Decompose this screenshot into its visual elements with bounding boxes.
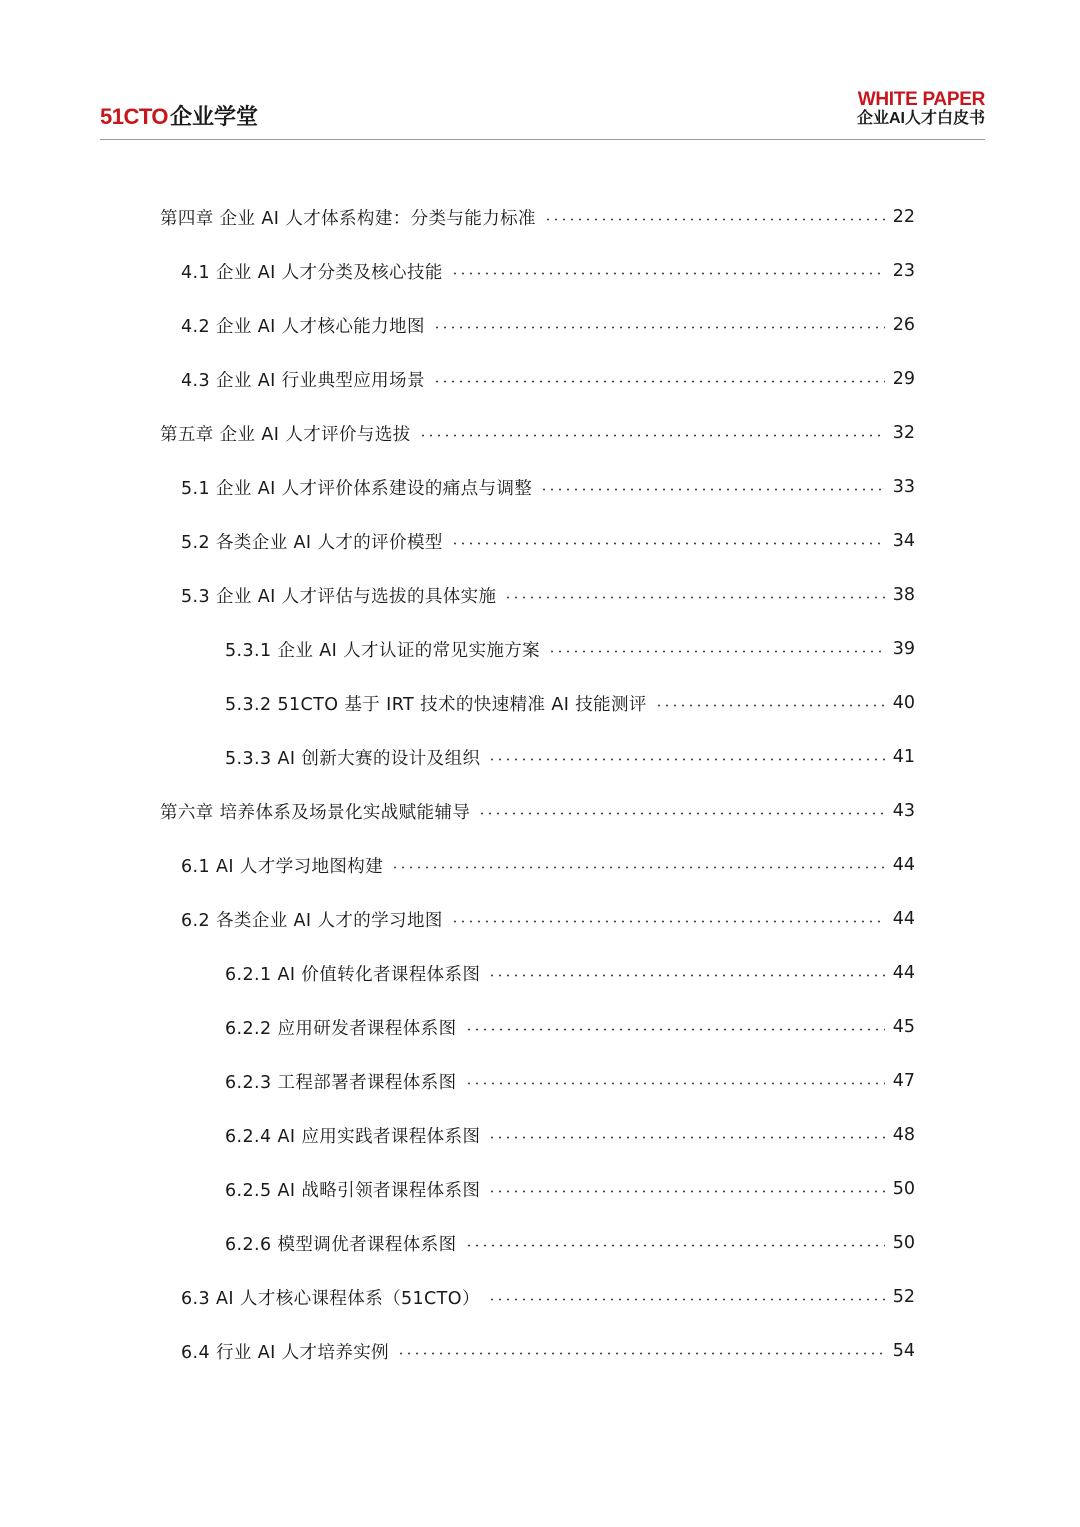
toc-entry[interactable]: [0, 676, 1080, 730]
toc-entry[interactable]: [0, 838, 1080, 892]
toc-entry[interactable]: [0, 406, 1080, 460]
toc-entry[interactable]: [0, 1108, 1080, 1162]
page-header: [100, 88, 985, 140]
toc-entry-label: 4.2 企业 AI 人才核心能力地图: [181, 316, 425, 337]
toc-entry[interactable]: [0, 190, 1080, 244]
toc-dot-leader: [391, 866, 885, 869]
toc-dot-leader: [478, 812, 884, 815]
toc-entry-label: 第五章 企业 AI 人才评价与选拔: [160, 424, 411, 445]
toc-entry-label: 6.2.3 工程部署者课程体系图: [225, 1072, 457, 1093]
toc-dot-leader: [433, 380, 885, 383]
toc-entry[interactable]: [0, 1162, 1080, 1216]
toc-page-number: 33: [892, 477, 915, 497]
toc-entry[interactable]: [0, 1000, 1080, 1054]
toc-page-number: 52: [892, 1287, 915, 1307]
toc-dot-leader: [488, 758, 884, 761]
toc-entry[interactable]: [0, 892, 1080, 946]
toc-entry-label: 5.2 各类企业 AI 人才的评价模型: [181, 532, 443, 553]
toc-page-number: 29: [892, 369, 915, 389]
toc-page-number: 34: [892, 531, 915, 551]
toc-dot-leader: [488, 1190, 884, 1193]
header-divider: [100, 139, 985, 140]
toc-entry[interactable]: [0, 730, 1080, 784]
toc-entry-label: 6.2.2 应用研发者课程体系图: [225, 1018, 457, 1039]
toc-entry-label: 6.2 各类企业 AI 人才的学习地图: [181, 910, 443, 931]
toc-dot-leader: [488, 974, 884, 977]
toc-entry[interactable]: [0, 1216, 1080, 1270]
toc-page-number: 22: [892, 207, 915, 227]
toc-page-number: 47: [892, 1071, 915, 1091]
toc-dot-leader: [548, 650, 885, 653]
toc-entry-label: 第四章 企业 AI 人才体系构建：分类与能力标准: [160, 208, 536, 229]
toc-page-number: 48: [892, 1125, 915, 1145]
toc-dot-leader: [451, 920, 885, 923]
toc-page-number: 43: [892, 801, 915, 821]
toc-dot-leader: [488, 1298, 885, 1301]
toc-entry[interactable]: [0, 352, 1080, 406]
toc-entry[interactable]: [0, 784, 1080, 838]
toc-entry-label: 6.1 AI 人才学习地图构建: [181, 856, 384, 877]
toc-entry-label: 6.2.4 AI 应用实践者课程体系图: [225, 1126, 481, 1147]
toc-page-number: 45: [892, 1017, 915, 1037]
toc-dot-leader: [504, 596, 884, 599]
toc-dot-leader: [465, 1028, 885, 1031]
toc-page-number: 50: [892, 1233, 915, 1253]
toc-entry-label: 6.4 行业 AI 人才培养实例: [181, 1342, 390, 1363]
toc-entry-label: 5.3.1 企业 AI 人才认证的常见实施方案: [225, 640, 541, 661]
toc-entry[interactable]: [0, 1270, 1080, 1324]
toc-entry[interactable]: [0, 1054, 1080, 1108]
toc-page-number: 54: [892, 1341, 915, 1361]
toc-page-number: 32: [892, 423, 915, 443]
white-paper-title: WHITE PAPER: [857, 89, 985, 110]
toc-entry-label: 5.3 企业 AI 人才评估与选拔的具体实施: [181, 586, 497, 607]
table-of-contents: [0, 190, 1080, 1378]
toc-dot-leader: [544, 218, 885, 221]
toc-page-number: 50: [892, 1179, 915, 1199]
toc-entry-label: 第六章 培养体系及场景化实战赋能辅导: [160, 802, 471, 823]
toc-entry[interactable]: [0, 244, 1080, 298]
toc-page-number: 23: [892, 261, 915, 281]
toc-dot-leader: [433, 326, 885, 329]
white-paper-subtitle: 企业AI人才白皮书: [856, 110, 985, 127]
toc-page-number: 38: [892, 585, 915, 605]
toc-entry-label: 6.3 AI 人才核心课程体系（51CTO）: [181, 1288, 480, 1309]
toc-entry-label: 4.3 企业 AI 行业典型应用场景: [181, 370, 425, 391]
toc-dot-leader: [419, 434, 885, 437]
toc-dot-leader: [465, 1082, 885, 1085]
toc-entry[interactable]: [0, 514, 1080, 568]
toc-entry[interactable]: [0, 460, 1080, 514]
white-paper-mark: [857, 90, 985, 127]
toc-dot-leader: [488, 1136, 884, 1139]
toc-entry-label: 6.2.5 AI 战略引领者课程体系图: [225, 1180, 481, 1201]
logo-text: 企业学堂: [170, 104, 259, 129]
toc-entry[interactable]: [0, 622, 1080, 676]
toc-entry-label: 6.2.1 AI 价值转化者课程体系图: [225, 964, 481, 985]
toc-dot-leader: [451, 272, 885, 275]
toc-page-number: 39: [892, 639, 915, 659]
toc-dot-leader: [655, 704, 885, 707]
toc-page-number: 26: [892, 315, 915, 335]
toc-entry[interactable]: [0, 946, 1080, 1000]
toc-entry[interactable]: [0, 298, 1080, 352]
logo-brand: 51CTO: [100, 104, 169, 129]
toc-page-number: 44: [892, 909, 915, 929]
toc-page-number: 44: [892, 855, 915, 875]
toc-entry-label: 6.2.6 模型调优者课程体系图: [225, 1234, 457, 1255]
toc-dot-leader: [397, 1352, 885, 1355]
toc-page-number: 40: [892, 693, 915, 713]
toc-page-number: 41: [892, 747, 915, 767]
toc-entry-label: 5.1 企业 AI 人才评价体系建设的痛点与调整: [181, 478, 533, 499]
toc-entry-label: 4.1 企业 AI 人才分类及核心技能: [181, 262, 443, 283]
toc-entry[interactable]: [0, 1324, 1080, 1378]
toc-dot-leader: [540, 488, 884, 491]
toc-entry[interactable]: [0, 568, 1080, 622]
brand-logo: [100, 100, 258, 131]
toc-page-number: 44: [892, 963, 915, 983]
toc-dot-leader: [465, 1244, 885, 1247]
toc-entry-label: 5.3.2 51CTO 基于 IRT 技术的快速精准 AI 技能测评: [225, 694, 647, 715]
toc-entry-label: 5.3.3 AI 创新大赛的设计及组织: [225, 748, 481, 769]
toc-dot-leader: [451, 542, 885, 545]
